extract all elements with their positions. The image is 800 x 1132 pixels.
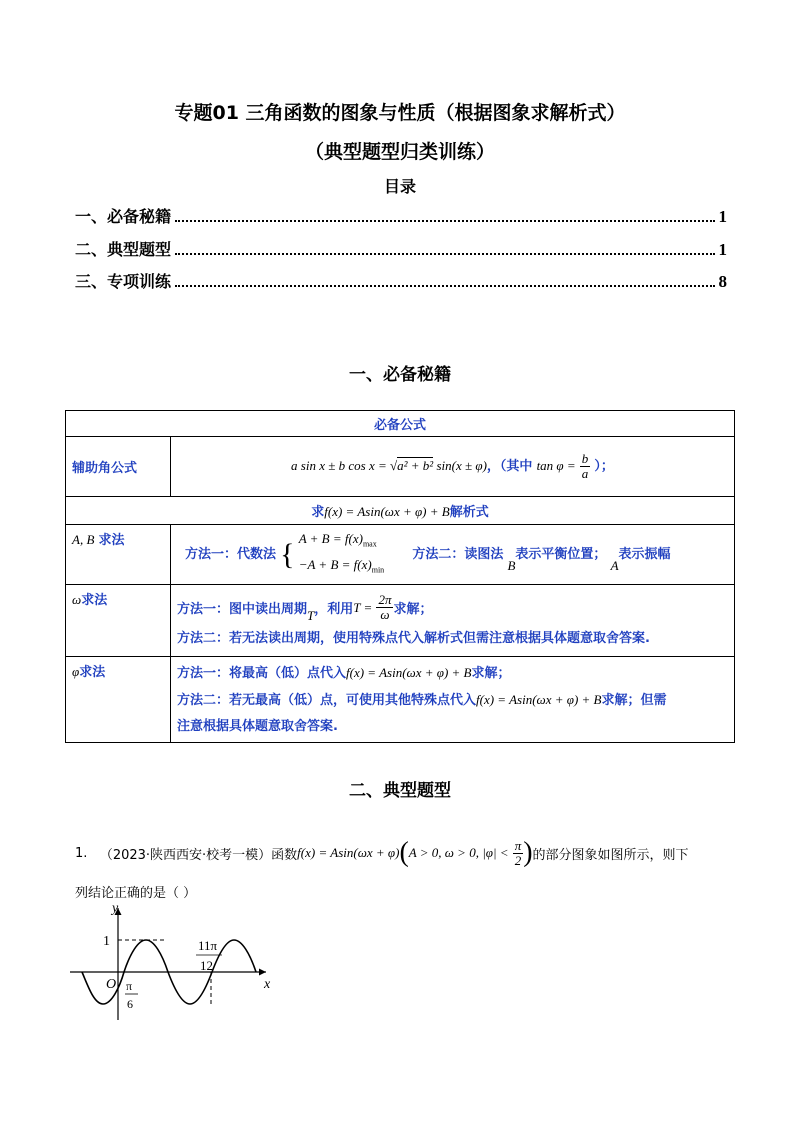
toc-item[interactable] [75, 203, 727, 227]
toc-heading: 目录 [383, 177, 416, 196]
question-number: 1. [75, 845, 88, 861]
aux-formula-cell [171, 437, 735, 497]
ab-label: A, B 求法 [66, 525, 171, 585]
solve-pre: 求 [311, 505, 325, 520]
x-tick-11pi12-num: 11π [198, 938, 218, 953]
omega-methods: 方法一：图中读出周期 T ，利用 T = $\frac{2\pi}{\omega}$ 求解； 方法二：若无法读出周期，使用特殊点代入解析式但需注意根据具体题意取舍答案. [171, 585, 735, 657]
function-graph [66, 898, 286, 1028]
aux-formula-rhs: sin(x ± φ) [433, 458, 487, 473]
toc-item-page: 1 [718, 240, 727, 259]
phi-method2: 方法二：若无最高（低）点，可使用其他特殊点代入 [177, 692, 477, 708]
toc-item-label: 三、专项训练 [75, 272, 172, 291]
ab-method2: 方法二：读图法 [412, 547, 504, 562]
toc-leader [175, 285, 714, 287]
aux-label: 辅助角公式 [66, 437, 171, 497]
document-title: 专题01 三角函数的图象与性质（根据图象求解析式） [174, 102, 626, 124]
origin-label: O [106, 977, 117, 992]
omega-method2: 方法二：若无法读出周期，使用特殊点代入解析式但需注意根据具体题意取舍答案. [177, 630, 650, 646]
aux-formula-lhs: a sin x ± b cos x = [291, 458, 390, 473]
omega-label: ω求法 [66, 585, 171, 657]
x-tick-pi6-den: 6 [127, 997, 133, 1011]
ab-method1: 方法一：代数法 [185, 547, 277, 562]
section-heading-2: 二、典型题型 [349, 781, 451, 801]
question-source: （2023·陕西西安·校考一模）函数 [99, 847, 298, 863]
y-tick-1: 1 [103, 934, 110, 949]
condition-fraction: $\frac{\pi}{2}$ [514, 837, 522, 868]
ab-methods: 方法一：代数法 { $A + B = f(x)_{max}$ $-A + B = f(x)_{min}$ 方法二：读图法 B表示平衡位置； A表示振幅 [171, 525, 735, 585]
solve-post: 解析式 [449, 505, 489, 520]
question-line2: 列结论正确的是（ ） [75, 886, 197, 901]
brace: { [280, 537, 295, 571]
formula-table [65, 410, 735, 743]
solve-row [66, 497, 735, 525]
aux-note-tan: tan φ = [536, 458, 576, 473]
x-label: x [264, 977, 271, 992]
aux-note-fraction: $\frac{b}{a}$ [581, 451, 589, 481]
toc-item-label: 二、典型题型 [75, 240, 172, 259]
section-heading-1: 一、必备秘籍 [349, 365, 451, 385]
omega-method1: 方法一：图中读出周期 [177, 602, 308, 617]
x-tick-pi6-num: π [126, 979, 133, 993]
toc-leader [175, 220, 714, 222]
question-function: f(x) = Asin(ωx + φ) [297, 845, 400, 860]
ab-system: $A + B = f(x)_{max}$ $-A + B = f(x)_{min}$ [298, 530, 385, 575]
document-subtitle: （典型题型归类训练） [304, 141, 495, 163]
x-tick-11pi12-den: 12 [200, 958, 213, 973]
phi-method1: 方法一：将最高（低）点代入 [177, 665, 347, 681]
toc-item[interactable] [75, 268, 727, 292]
solve-formula: f(x) = Asin(ωx + φ) + B [324, 504, 450, 519]
aux-note-post: ）； [594, 459, 614, 474]
question-tail: 的部分图象如图所示，则下 [532, 847, 689, 863]
toc-leader [175, 253, 714, 255]
question-1: 1. （2023·陕西西安·校考一模）函数 f(x) = Asin(ωx + φ) ( A > 0, ω > 0, |φ| < $\frac{\pi}{2}$ ) 的部分图象如图所示，则下 [75, 837, 689, 868]
omega-fraction: $\frac{2\pi}{\omega}$ [378, 592, 392, 622]
aux-note-pre: ，（其中 [486, 459, 533, 474]
phi-methods: 方法一：将最高（低）点代入f(x) = Asin(ωx + φ) + B求解； 方法二：若无最高（低）点，可使用其他特殊点代入f(x) = Asin(ωx + φ) + B求解；但需 注意根据具体题意取舍答案. [171, 657, 735, 743]
question-condition: A > 0, ω > 0, |φ| < [408, 845, 509, 860]
y-label: y [112, 901, 119, 916]
sqrt-symbol: √a² + b² [390, 458, 434, 473]
table-header: 必备公式 [66, 411, 735, 437]
phi-label: φ求法 [66, 657, 171, 743]
toc-item-page: 8 [718, 272, 727, 291]
toc-item-label: 一、必备秘籍 [75, 207, 172, 226]
toc-item[interactable] [75, 236, 727, 260]
toc-item-page: 1 [718, 207, 727, 226]
